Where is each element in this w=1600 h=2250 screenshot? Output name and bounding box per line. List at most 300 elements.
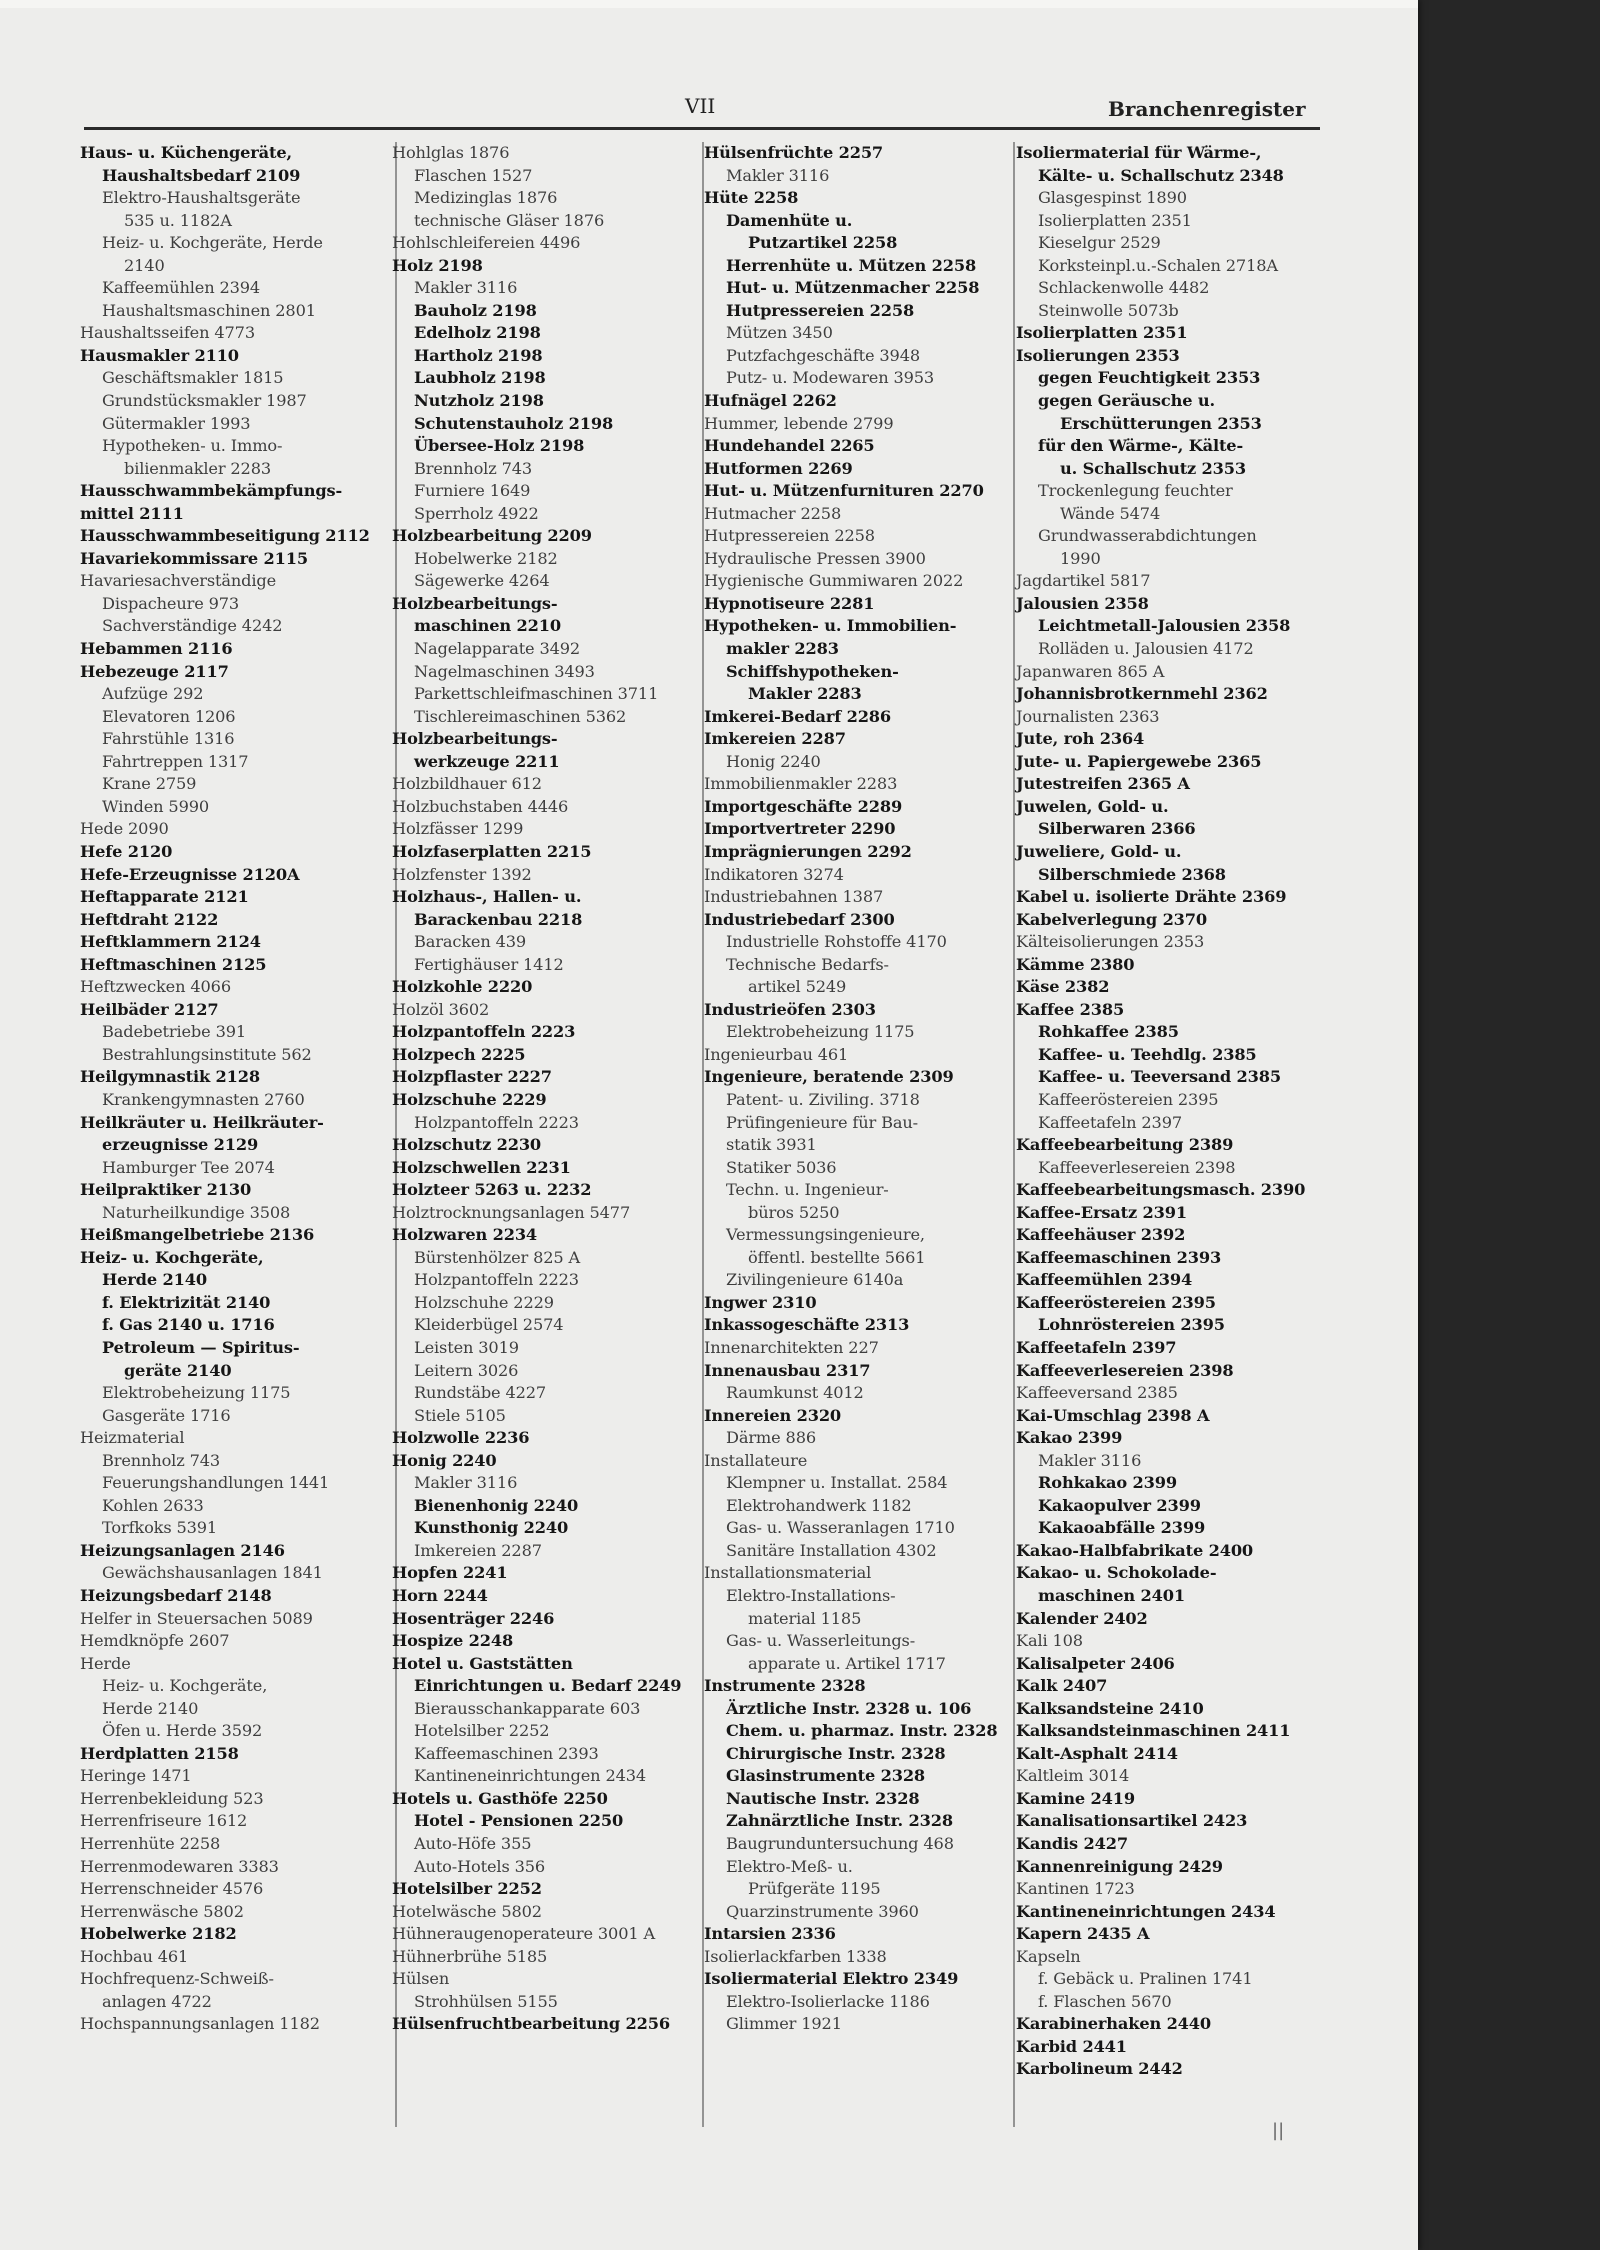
index-entry: Hohlschleifereien 4496: [392, 233, 581, 253]
index-entry: Hochbau 461: [80, 1946, 189, 1966]
index-entry: Techn. u. Ingenieur-: [726, 1180, 889, 1200]
index-entry: Kälte- u. Schallschutz 2348: [1038, 165, 1284, 185]
index-entry: Kantineneinrichtungen 2434: [1016, 1901, 1276, 1921]
index-entry: Holzpflaster 2227: [392, 1067, 552, 1087]
index-entry: werkzeuge 2211: [414, 751, 560, 771]
index-entry: Holzpantoffeln 2223: [414, 1270, 579, 1290]
index-entry: Herrenfriseure 1612: [80, 1811, 248, 1831]
index-entry: Gas- u. Wasserleitungs-: [726, 1631, 916, 1651]
index-entry: Inkassogeschäfte 2313: [704, 1315, 910, 1335]
index-entry: Holzschuhe 2229: [392, 1089, 547, 1109]
index-entry: Gas- u. Wasseranlagen 1710: [726, 1518, 955, 1538]
index-entry: Patent- u. Ziviling. 3718: [726, 1089, 920, 1109]
index-entry: Hut- u. Mützenmacher 2258: [726, 278, 980, 298]
index-entry: Käse 2382: [1016, 977, 1110, 997]
index-entry: Brennholz 743: [414, 458, 533, 478]
index-entry: Heizmaterial: [80, 1428, 185, 1448]
index-entry: Holzfässer 1299: [392, 819, 524, 839]
page-number: VII: [685, 94, 716, 118]
index-entry: Hotel u. Gaststätten: [392, 1653, 573, 1673]
index-entry: Fahrstühle 1316: [102, 729, 235, 749]
index-entry: Kapseln: [1016, 1946, 1081, 1966]
index-entry: Kakao-Halbfabrikate 2400: [1016, 1540, 1254, 1560]
index-entry: Holz 2198: [392, 255, 483, 275]
index-entry: Herde: [80, 1653, 131, 1673]
index-entry: Petroleum — Spiritus-: [102, 1337, 300, 1357]
index-entry: Imkereien 2287: [414, 1540, 542, 1560]
index-entry: Helfer in Steuersachen 5089: [80, 1608, 313, 1628]
index-entry: Holzbuchstaben 4446: [392, 796, 569, 816]
index-entry: Holzfenster 1392: [392, 864, 532, 884]
index-entry: Kalt-Asphalt 2414: [1016, 1743, 1178, 1763]
index-entry: Kaffeeverlesereien 2398: [1038, 1157, 1236, 1177]
index-entry: Grundwasserabdichtungen: [1038, 526, 1257, 546]
index-entry: Isolierungen 2353: [1016, 345, 1180, 365]
index-entry: Heftmaschinen 2125: [80, 954, 267, 974]
index-entry: Steinwolle 5073b: [1038, 300, 1179, 320]
index-entry: Herde 2140: [102, 1270, 207, 1290]
index-entry: Industrielle Rohstoffe 4170: [726, 932, 947, 952]
index-entry: Holzfaserplatten 2215: [392, 841, 592, 861]
index-entry: f. Elektrizität 2140: [102, 1292, 271, 1312]
index-entry: Zivilingenieure 6140a: [726, 1270, 904, 1290]
index-entry: Rolläden u. Jalousien 4172: [1038, 639, 1254, 659]
index-entry: Baracken 439: [414, 932, 527, 952]
index-entry: Mützen 3450: [726, 323, 833, 343]
index-entry: Sachverständige 4242: [102, 616, 283, 636]
index-entry: Juwelen, Gold- u.: [1016, 796, 1169, 816]
index-entry: f. Flaschen 5670: [1038, 1991, 1172, 2011]
index-entry: Kleiderbügel 2574: [414, 1315, 564, 1335]
index-entry: Honig 2240: [392, 1450, 497, 1470]
index-entry: Hobelwerke 2182: [80, 1924, 237, 1944]
index-entry: Elektro-Meß- u.: [726, 1856, 853, 1876]
index-entry: Heiz- u. Kochgeräte,: [102, 1676, 268, 1696]
index-entry: erzeugnisse 2129: [102, 1135, 259, 1155]
index-entry: Hartholz 2198: [414, 345, 543, 365]
index-entry: Hopfen 2241: [392, 1563, 508, 1583]
index-entry: Juweliere, Gold- u.: [1016, 841, 1182, 861]
index-entry: Hosenträger 2246: [392, 1608, 555, 1628]
index-entry: Hausschwammbekämpfungs-: [80, 481, 343, 501]
index-entry: Intarsien 2336: [704, 1924, 836, 1944]
index-entry: Holzpech 2225: [392, 1044, 526, 1064]
index-entry: Heftzwecken 4066: [80, 977, 231, 997]
index-entry: Heilpraktiker 2130: [80, 1180, 252, 1200]
index-entry: Hausmakler 2110: [80, 345, 239, 365]
index-entry: Immobilienmakler 2283: [704, 774, 898, 794]
index-entry: Kakao 2399: [1016, 1428, 1123, 1448]
index-entry: Därme 886: [726, 1428, 816, 1448]
index-entry: Kalk 2407: [1016, 1676, 1108, 1696]
index-entry: Krane 2759: [102, 774, 197, 794]
index-entry: Herde 2140: [102, 1698, 199, 1718]
index-entry: Holzschutz 2230: [392, 1135, 542, 1155]
index-entry: Kaffeeversand 2385: [1016, 1383, 1178, 1403]
index-entry: Sanitäre Installation 4302: [726, 1540, 937, 1560]
index-entry: Dispacheure 973: [102, 593, 240, 613]
index-entry: Haushaltsbedarf 2109: [102, 165, 301, 185]
index-entry: Kakaopulver 2399: [1038, 1495, 1201, 1515]
index-entry: Sperrholz 4922: [414, 503, 539, 523]
index-entry: Kaffeemühlen 2394: [102, 278, 261, 298]
index-entry: Kaffeemaschinen 2393: [1016, 1247, 1222, 1267]
index-entry: Hypnotiseure 2281: [704, 593, 875, 613]
index-entry: Heilgymnastik 2128: [80, 1067, 260, 1087]
index-entry: Holzöl 3602: [392, 999, 490, 1019]
index-entry: Honig 2240: [726, 751, 821, 771]
index-entry: Hobelwerke 2182: [414, 548, 558, 568]
index-entry: Übersee-Holz 2198: [414, 436, 585, 456]
index-entry: Tischlereimaschinen 5362: [414, 706, 627, 726]
index-entry: Grundstücksmakler 1987: [102, 391, 307, 411]
index-entry: Hülsenfrüchte 2257: [704, 143, 884, 162]
index-entry: Heißmangelbetriebe 2136: [80, 1225, 315, 1245]
index-entry: Havariesachverständige: [80, 571, 277, 591]
index-entry: Klempner u. Installat. 2584: [726, 1473, 948, 1493]
index-entry: Hypotheken- u. Immobilien-: [704, 616, 957, 636]
index-entry: gegen Feuchtigkeit 2353: [1038, 368, 1261, 388]
index-entry: Holzschuhe 2229: [414, 1292, 554, 1312]
index-entry: Hefe 2120: [80, 841, 173, 861]
index-entry: Fahrtreppen 1317: [102, 751, 249, 771]
index-entry: Makler 2283: [748, 684, 862, 704]
index-entry: Baugrunduntersuchung 468: [726, 1834, 954, 1854]
index-entry: Raumkunst 4012: [726, 1383, 864, 1403]
index-entry: Holzpantoffeln 2223: [392, 1022, 576, 1042]
index-entry: Glasgespinst 1890: [1038, 188, 1187, 208]
index-entry: Hebammen 2116: [80, 639, 233, 659]
index-entry: öffentl. bestellte 5661: [748, 1247, 926, 1267]
index-entry: Kunsthonig 2240: [414, 1518, 569, 1538]
index-entry: Hutmacher 2258: [704, 503, 842, 523]
index-entry: Rundstäbe 4227: [414, 1383, 547, 1403]
index-entry: Hotel - Pensionen 2250: [414, 1811, 624, 1831]
index-entry: Hefe-Erzeugnisse 2120A: [80, 864, 300, 884]
index-entry: Glasinstrumente 2328: [726, 1766, 926, 1786]
index-entry: Havariekommissare 2115: [80, 548, 309, 568]
index-entry: Ingenieurbau 461: [704, 1044, 849, 1064]
index-entry: Hühneraugenoperateure 3001 A: [392, 1924, 656, 1944]
running-head: Branchenregister: [1108, 97, 1306, 121]
index-entry: Makler 3116: [1038, 1450, 1142, 1470]
index-entry: Holzkohle 2220: [392, 977, 533, 997]
index-entry: Bestrahlungsinstitute 562: [102, 1044, 312, 1064]
index-entry: Nagelmaschinen 3493: [414, 661, 595, 681]
index-entry: Geschäftsmakler 1815: [102, 368, 284, 388]
index-entry: Leitern 3026: [414, 1360, 519, 1380]
index-entry: Wände 5474: [1060, 503, 1161, 523]
index-entry: Kalender 2402: [1016, 1608, 1148, 1628]
index-entry: Herdplatten 2158: [80, 1743, 239, 1763]
index-entry: Kaffeehäuser 2392: [1016, 1225, 1186, 1245]
index-entry: Chem. u. pharmaz. Instr. 2328: [726, 1721, 998, 1741]
index-entry: Winden 5990: [102, 796, 210, 816]
index-entry: Jalousien 2358: [1016, 593, 1149, 613]
index-column-1: [80, 142, 370, 2036]
index-entry: Hemdknöpfe 2607: [80, 1631, 230, 1651]
index-entry: Herrenbekleidung 523: [80, 1788, 264, 1808]
index-entry: Kaffee-Ersatz 2391: [1016, 1202, 1187, 1222]
index-entry: Elektrobeheizung 1175: [102, 1383, 291, 1403]
index-entry: Holzbildhauer 612: [392, 774, 542, 794]
index-entry: Elektro-Haushaltsgeräte: [102, 188, 301, 208]
index-entry: Kaffeetafeln 2397: [1016, 1337, 1177, 1357]
index-entry: Kakaoabfälle 2399: [1038, 1518, 1206, 1538]
index-entry: Hüte 2258: [704, 188, 799, 208]
index-entry: Hundehandel 2265: [704, 436, 875, 456]
index-entry: Kieselgur 2529: [1038, 233, 1161, 253]
index-entry: Kaffeeröstereien 2395: [1016, 1292, 1216, 1312]
index-entry: Kaffeemaschinen 2393: [414, 1743, 599, 1763]
index-entry: material 1185: [748, 1608, 862, 1628]
index-entry: Hühnerbrühe 5185: [392, 1946, 548, 1966]
index-entry: Parkettschleifmaschinen 3711: [414, 684, 659, 704]
index-entry: geräte 2140: [124, 1360, 232, 1380]
index-entry: Prüfgeräte 1195: [748, 1879, 881, 1899]
index-entry: Haus- u. Küchengeräte,: [80, 143, 292, 162]
index-entry: Herrenschneider 4576: [80, 1879, 264, 1899]
index-entry: Kalksandsteinmaschinen 2411: [1016, 1721, 1291, 1741]
index-entry: Statiker 5036: [726, 1157, 837, 1177]
index-column-2: [392, 142, 681, 2036]
index-entry: Holzbearbeitungs-: [392, 593, 558, 613]
index-entry: Elevatoren 1206: [102, 706, 236, 726]
index-entry: Bürstenhölzer 825 A: [414, 1247, 581, 1267]
index-entry: Kalisalpeter 2406: [1016, 1653, 1175, 1673]
index-entry: Kai-Umschlag 2398 A: [1016, 1405, 1210, 1425]
index-entry: Haushaltsmaschinen 2801: [102, 300, 316, 320]
index-entry: Hamburger Tee 2074: [102, 1157, 275, 1177]
index-entry: Kandis 2427: [1016, 1834, 1128, 1854]
page-top-edge: [0, 0, 1418, 8]
index-entry: Heftapparate 2121: [80, 887, 249, 907]
index-entry: Kaffee- u. Teehdlg. 2385: [1038, 1044, 1257, 1064]
index-entry: Herrenhüte u. Mützen 2258: [726, 255, 977, 275]
index-entry: Heiz- u. Kochgeräte,: [80, 1247, 264, 1267]
index-entry: Ärztliche Instr. 2328 u. 106: [726, 1698, 972, 1718]
index-entry: büros 5250: [748, 1202, 840, 1222]
index-entry: Installationsmaterial: [704, 1563, 872, 1583]
index-entry: Industrieöfen 2303: [704, 999, 876, 1019]
index-entry: Makler 3116: [414, 1473, 518, 1493]
index-entry: Karabinerhaken 2440: [1016, 2014, 1212, 2034]
index-entry: Jagdartikel 5817: [1016, 571, 1151, 591]
index-entry: Innenausbau 2317: [704, 1360, 871, 1380]
index-entry: Hotelsilber 2252: [414, 1721, 550, 1741]
index-entry: f. Gebäck u. Pralinen 1741: [1038, 1969, 1253, 1989]
index-entry: Kaffee 2385: [1016, 999, 1125, 1019]
index-entry: Kantinen 1723: [1016, 1879, 1135, 1899]
index-entry: Holzteer 5263 u. 2232: [392, 1180, 592, 1200]
index-entry: Heilbäder 2127: [80, 999, 219, 1019]
index-entry: Aufzüge 292: [102, 684, 204, 704]
index-entry: Hausschwammbeseitigung 2112: [80, 526, 370, 546]
index-entry: Japanwaren 865 A: [1016, 661, 1165, 681]
index-entry: mittel 2111: [80, 503, 184, 523]
index-entry: Einrichtungen u. Bedarf 2249: [414, 1676, 682, 1696]
index-entry: Bierausschankapparate 603: [414, 1698, 641, 1718]
index-entry: Gewächshausanlagen 1841: [102, 1563, 323, 1583]
column-separator: [1013, 142, 1015, 2127]
index-entry: Herrenmodewaren 3383: [80, 1856, 279, 1876]
index-entry: Isolierlackfarben 1338: [704, 1946, 887, 1966]
index-entry: 2140: [124, 255, 165, 275]
index-entry: Hochfrequenz-Schweiß-: [80, 1969, 274, 1989]
index-entry: Hebezeuge 2117: [80, 661, 229, 681]
index-entry: Karbolineum 2442: [1016, 2059, 1183, 2079]
index-entry: Heiz- u. Kochgeräte, Herde: [102, 233, 323, 253]
index-entry: Elektrohandwerk 1182: [726, 1495, 912, 1515]
index-entry: Holzbearbeitungs-: [392, 729, 558, 749]
index-entry: Importgeschäfte 2289: [704, 796, 903, 816]
index-entry: Medizinglas 1876: [414, 188, 558, 208]
index-entry: Kapern 2435 A: [1016, 1924, 1150, 1944]
index-entry: Holzhaus-, Hallen- u.: [392, 887, 582, 907]
index-entry: Holzschwellen 2231: [392, 1157, 571, 1177]
index-entry: Glimmer 1921: [726, 2014, 842, 2034]
index-entry: Hutpressereien 2258: [704, 526, 875, 546]
index-entry: Hotelwäsche 5802: [392, 1901, 542, 1921]
index-column-3: [704, 142, 998, 2036]
index-entry: Kamine 2419: [1016, 1788, 1135, 1808]
index-entry: Hutformen 2269: [704, 458, 853, 478]
index-entry: Industriebedarf 2300: [704, 909, 895, 929]
index-entry: Journalisten 2363: [1016, 706, 1160, 726]
index-entry: Stiele 5105: [414, 1405, 506, 1425]
index-entry: Isolierplatten 2351: [1016, 323, 1188, 343]
index-entry: Jute, roh 2364: [1016, 729, 1145, 749]
margin-mark: ||: [1272, 2120, 1285, 2141]
index-entry: Heringe 1471: [80, 1766, 192, 1786]
index-entry: Lohnröstereien 2395: [1038, 1315, 1225, 1335]
index-entry: gegen Geräusche u.: [1038, 391, 1215, 411]
index-entry: Instrumente 2328: [704, 1676, 866, 1696]
index-entry: Ingenieure, beratende 2309: [704, 1067, 954, 1087]
index-entry: Industriebahnen 1387: [704, 887, 884, 907]
index-entry: Bauholz 2198: [414, 300, 537, 320]
index-entry: Nagelapparate 3492: [414, 639, 581, 659]
index-entry: Elektro-Installations-: [726, 1586, 896, 1605]
index-entry: Korksteinpl.u.-Schalen 2718A: [1038, 255, 1278, 275]
index-entry: Bienenhonig 2240: [414, 1495, 579, 1515]
index-entry: Erschütterungen 2353: [1060, 413, 1262, 433]
index-entry: Jutestreifen 2365 A: [1016, 774, 1190, 794]
index-entry: Badebetriebe 391: [102, 1022, 247, 1042]
index-entry: Horn 2244: [392, 1586, 488, 1605]
index-entry: Hülsenfruchtbearbeitung 2256: [392, 2014, 670, 2034]
index-entry: Kaffeeröstereien 2395: [1038, 1089, 1219, 1109]
index-entry: Feuerungshandlungen 1441: [102, 1473, 330, 1493]
index-entry: Holzpantoffeln 2223: [414, 1112, 579, 1132]
index-entry: Jute- u. Papiergewebe 2365: [1016, 751, 1262, 771]
index-entry: Isolierplatten 2351: [1038, 210, 1192, 230]
index-entry: Heftklammern 2124: [80, 932, 261, 952]
index-entry: Holztrocknungsanlagen 5477: [392, 1202, 631, 1222]
index-entry: Rohkaffee 2385: [1038, 1022, 1179, 1042]
index-entry: Silberwaren 2366: [1038, 819, 1196, 839]
index-entry: Hülsen: [392, 1969, 450, 1989]
index-entry: Kaltleim 3014: [1016, 1766, 1130, 1786]
index-entry: Auto-Hotels 356: [414, 1856, 546, 1876]
index-entry: Krankengymnasten 2760: [102, 1089, 305, 1109]
index-entry: f. Gas 2140 u. 1716: [102, 1315, 275, 1335]
index-entry: Makler 3116: [414, 278, 518, 298]
index-entry: Hummer, lebende 2799: [704, 413, 894, 433]
index-entry: Damenhüte u.: [726, 210, 853, 230]
index-entry: Heizungsanlagen 2146: [80, 1540, 285, 1560]
index-entry: maschinen 2210: [414, 616, 561, 636]
index-entry: Hotels u. Gasthöfe 2250: [392, 1788, 608, 1808]
index-entry: Innereien 2320: [704, 1405, 842, 1425]
header-rule: [84, 127, 1320, 130]
index-entry: maschinen 2401: [1038, 1586, 1185, 1605]
index-entry: Prüfingenieure für Bau-: [726, 1112, 918, 1132]
index-entry: Haushaltsseifen 4773: [80, 323, 255, 343]
index-entry: Schlackenwolle 4482: [1038, 278, 1210, 298]
index-entry: Heizungsbedarf 2148: [80, 1586, 272, 1605]
index-entry: Leichtmetall-Jalousien 2358: [1038, 616, 1291, 636]
index-entry: Kaffeemühlen 2394: [1016, 1270, 1193, 1290]
index-entry: Gasgeräte 1716: [102, 1405, 231, 1425]
index-entry: Kantineneinrichtungen 2434: [414, 1766, 647, 1786]
index-entry: Hut- u. Mützenfurnituren 2270: [704, 481, 984, 501]
index-entry: bilienmakler 2283: [124, 458, 271, 478]
index-entry: technische Gläser 1876: [414, 210, 605, 230]
index-entry: Innenarchitekten 227: [704, 1337, 879, 1357]
index-entry: Kalksandsteine 2410: [1016, 1698, 1204, 1718]
index-entry: Auto-Höfe 355: [414, 1834, 532, 1854]
index-entry: Kaffeeverlesereien 2398: [1016, 1360, 1234, 1380]
index-entry: Hydraulische Pressen 3900: [704, 548, 926, 568]
index-entry: makler 2283: [726, 639, 839, 659]
index-entry: Johannisbrotkernmehl 2362: [1016, 684, 1268, 704]
index-entry: Karbid 2441: [1016, 2036, 1127, 2056]
index-entry: Kaffeebearbeitung 2389: [1016, 1135, 1234, 1155]
index-entry: 1990: [1060, 548, 1101, 568]
index-entry: Silberschmiede 2368: [1038, 864, 1226, 884]
index-entry: Makler 3116: [726, 165, 830, 185]
index-entry: Hochspannungsanlagen 1182: [80, 2014, 320, 2034]
index-entry: Hypotheken- u. Immo-: [102, 436, 283, 456]
index-entry: Elektrobeheizung 1175: [726, 1022, 915, 1042]
index-entry: Laubholz 2198: [414, 368, 546, 388]
index-entry: Indikatoren 3274: [704, 864, 844, 884]
index-entry: Elektro-Isolierlacke 1186: [726, 1991, 930, 2011]
index-entry: Rohkakao 2399: [1038, 1473, 1177, 1493]
index-entry: Putzartikel 2258: [748, 233, 898, 253]
index-entry: Holzwolle 2236: [392, 1428, 530, 1448]
index-entry: Kälteisolierungen 2353: [1016, 932, 1205, 952]
index-entry: Imprägnierungen 2292: [704, 841, 912, 861]
index-entry: Kanalisationsartikel 2423: [1016, 1811, 1248, 1831]
index-entry: Kabelverlegung 2370: [1016, 909, 1208, 929]
index-entry: Kakao- u. Schokolade-: [1016, 1563, 1217, 1583]
index-entry: Holzwaren 2234: [392, 1225, 538, 1245]
index-entry: Kaffeetafeln 2397: [1038, 1112, 1183, 1132]
index-entry: anlagen 4722: [102, 1991, 212, 2011]
index-entry: Holzbearbeitung 2209: [392, 526, 592, 546]
index-entry: Naturheilkundige 3508: [102, 1202, 291, 1222]
index-entry: Kaffeebearbeitungsmasch. 2390: [1016, 1180, 1306, 1200]
index-entry: Hede 2090: [80, 819, 169, 839]
index-entry: für den Wärme-, Kälte-: [1038, 436, 1244, 456]
index-entry: Chirurgische Instr. 2328: [726, 1743, 946, 1763]
index-entry: Gütermakler 1993: [102, 413, 251, 433]
index-entry: Fertighäuser 1412: [414, 954, 564, 974]
index-entry: 535 u. 1182A: [124, 210, 232, 230]
index-entry: Zahnärztliche Instr. 2328: [726, 1811, 953, 1831]
